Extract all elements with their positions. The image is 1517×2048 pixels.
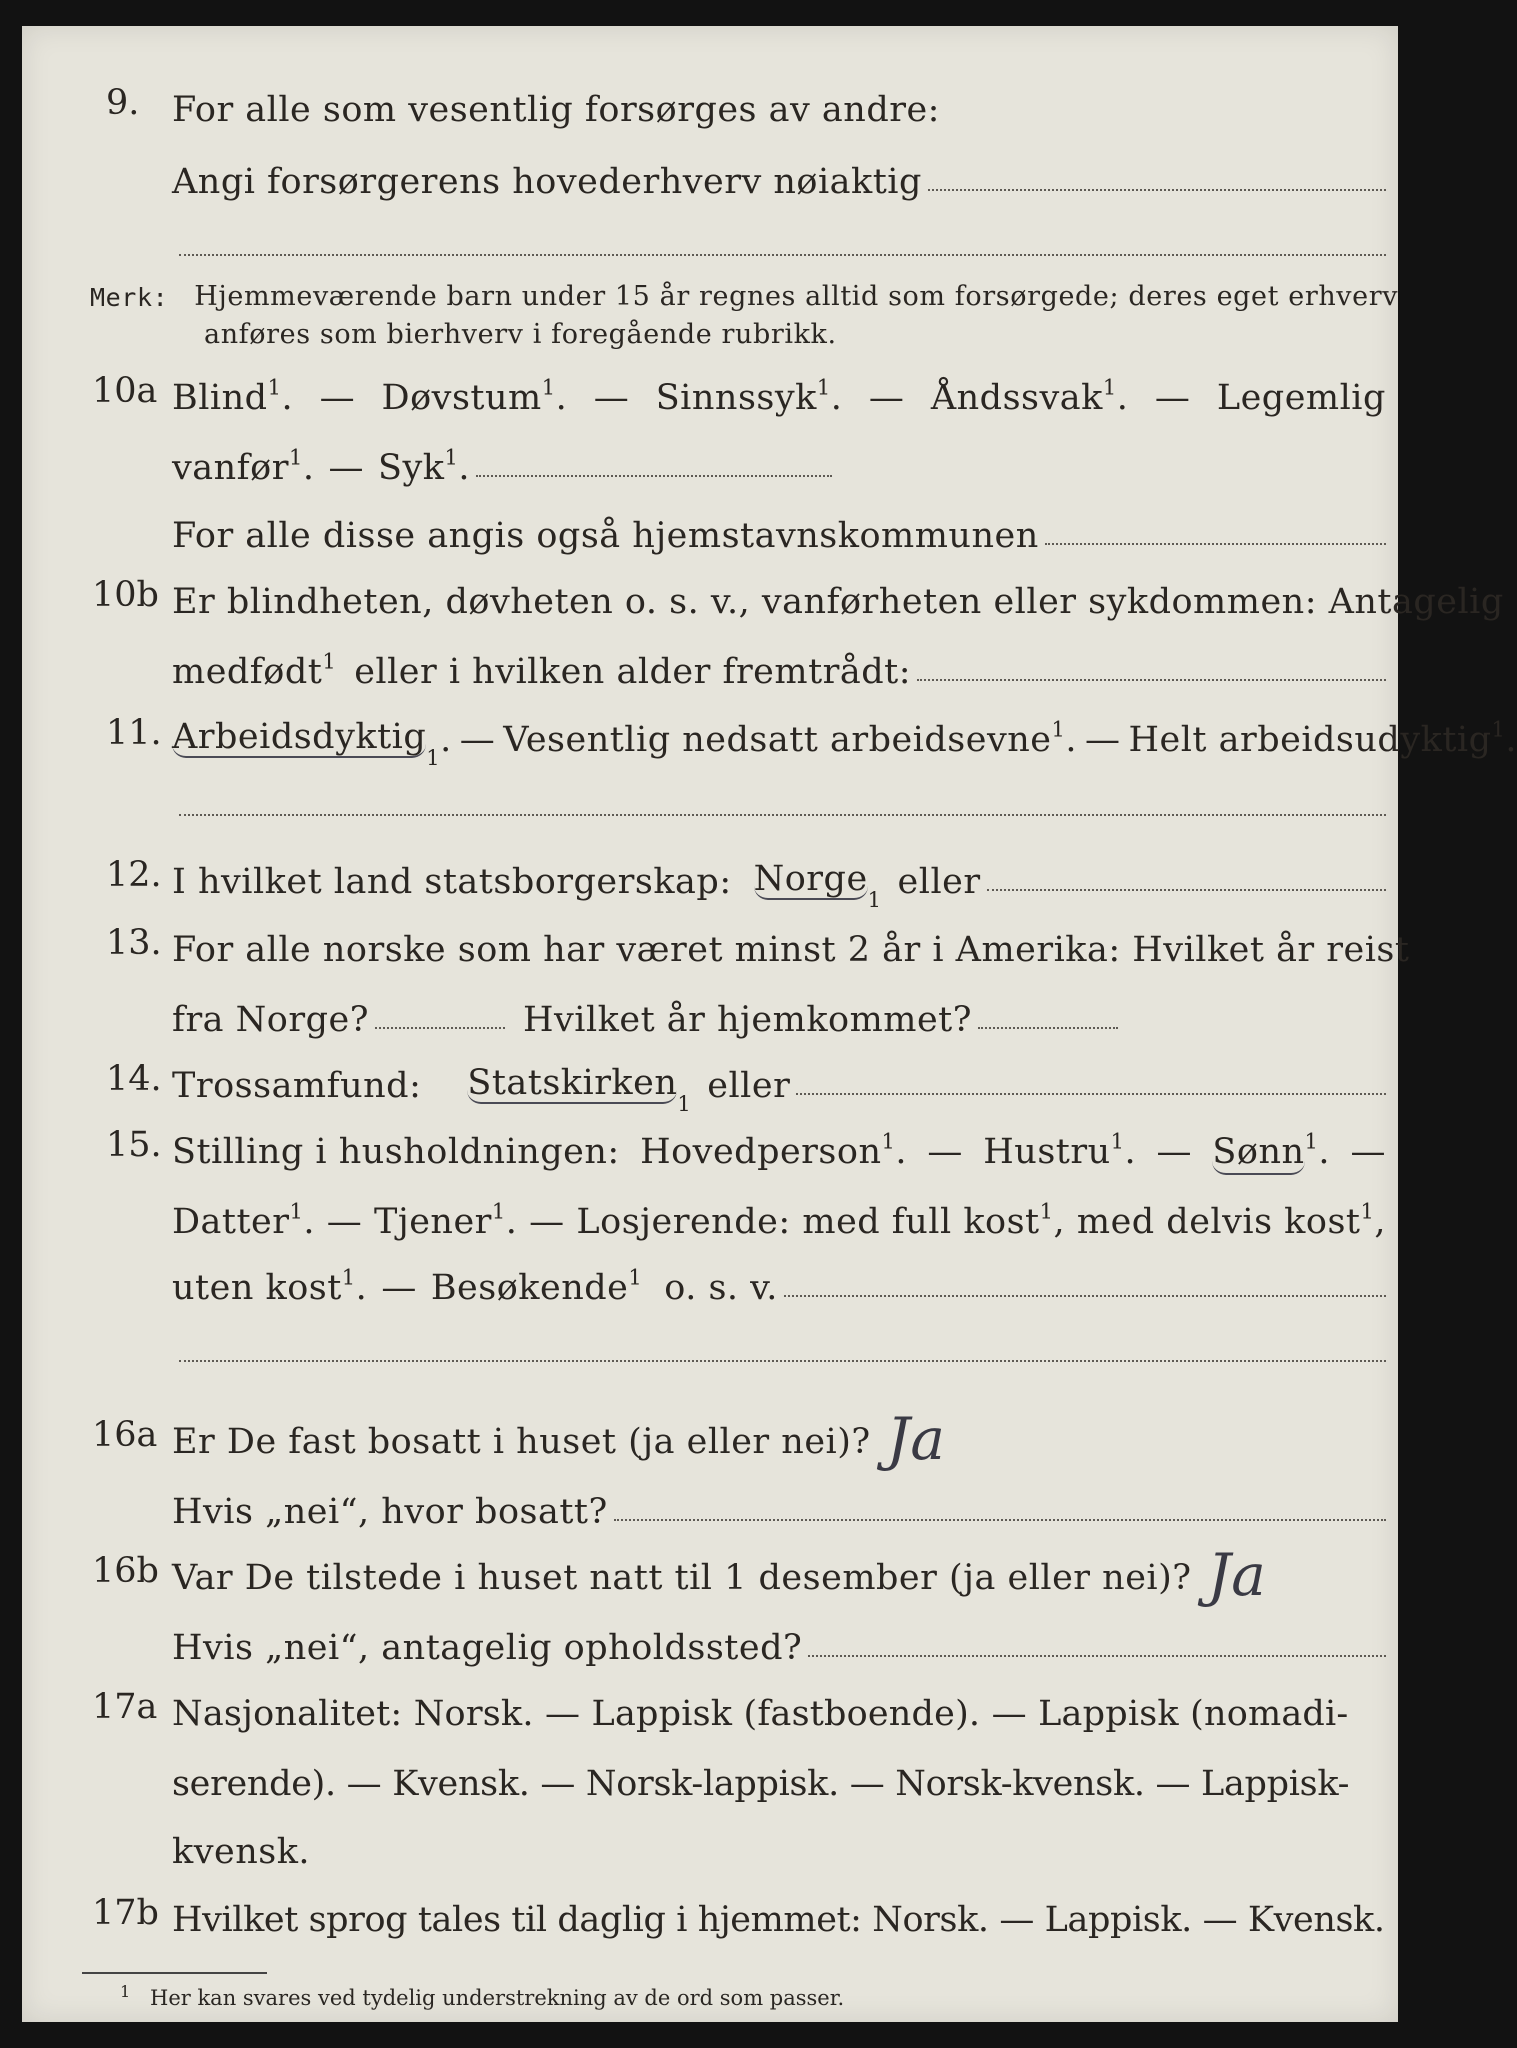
q14-number: 14.: [106, 1059, 162, 1099]
q10a-blind: Blind$^1$.: [172, 375, 294, 418]
dash: —: [1156, 1132, 1193, 1172]
q16a-line1: [172, 1404, 1172, 1473]
q10a-line3: [172, 504, 1386, 554]
dash: —: [529, 1202, 565, 1242]
q16a-answer-line[interactable]: [614, 1519, 1386, 1521]
q17a-line1: [172, 1682, 1386, 1732]
q17b-number: 17b: [92, 1893, 159, 1933]
q15-number: 15.: [106, 1125, 162, 1165]
q16b-text1: Var De tilstede i huset natt til 1 desember (ja eller nei)?: [172, 1558, 1192, 1598]
q16b-answer-line[interactable]: [808, 1655, 1386, 1657]
q10b-answer-line[interactable]: [917, 679, 1386, 681]
q16a-handwritten-answer[interactable]: Ja: [886, 1405, 946, 1473]
q14-eller: eller: [707, 1066, 791, 1106]
q15-hovedperson: Hovedperson$^1$.: [640, 1129, 908, 1172]
q15-osv: o. s. v.: [664, 1268, 778, 1308]
merk-line1: [90, 270, 1399, 312]
footnote-rule: [82, 1972, 267, 1974]
q14-answer-line[interactable]: [796, 1093, 1386, 1095]
q13-line2: [172, 988, 1072, 1038]
q17a-text1: Nasjonalitet: Norsk. — Lappisk (fastboende). — Lappisk (nomadi-: [172, 1694, 1349, 1734]
q10a-legemlig: Legemlig: [1216, 378, 1386, 418]
dash: —: [381, 1268, 417, 1308]
footnote-text: Her kan svares ved tydelig understrekning av de ord som passer.: [150, 1986, 845, 2010]
q10a-hjemstavn-answer-line[interactable]: [1045, 543, 1386, 545]
q15-line1: [172, 1120, 1386, 1170]
merk-text2: anføres som bierhverv i foregående rubrikk.: [204, 319, 837, 350]
dash: —: [1154, 378, 1191, 418]
q13-text2a: fra Norge?: [172, 1000, 369, 1040]
q11-line1: Arbeidsdyktig 1 . — Vesentlig nedsatt arbeidsevne$^1$. — Helt arbeidsudyktig$^1$.: [172, 717, 1517, 770]
q9-text2: Angi forsørgerens hovederhverv nøiaktig: [172, 162, 922, 202]
q12-line1: I hvilket land statsborgerskap: Norge 1 eller: [172, 850, 1386, 900]
q10a-vanfor: vanfør$^1$.: [172, 445, 315, 488]
q16b-line2: [172, 1616, 1386, 1666]
q16b-handwritten-answer[interactable]: Ja: [1207, 1541, 1267, 1609]
q11-arbeidsdyktig[interactable]: Arbeidsdyktig: [172, 717, 427, 757]
q10b-number: 10b: [92, 575, 159, 615]
dash: —: [326, 1202, 363, 1242]
q10b-line1: [172, 570, 1504, 622]
merk-label: Merk:: [90, 283, 169, 312]
q9-answer-line[interactable]: [928, 189, 1386, 191]
dash: —: [1350, 1132, 1386, 1172]
q15-besokende: Besøkende$^1$: [430, 1265, 643, 1308]
q16b-text2: Hvis „nei“, antagelig opholdssted?: [172, 1628, 803, 1668]
q16a-text1: Er De fast bosatt i huset (ja eller nei)?: [172, 1422, 871, 1462]
q16b-line1: [172, 1538, 1386, 1609]
q16a-number: 16a: [92, 1415, 158, 1455]
q15-answer-line-2[interactable]: [179, 1360, 1386, 1362]
q10a-andssvak: Åndssvak$^1$.: [930, 375, 1129, 418]
q10b-line2: [172, 640, 1386, 690]
q13-text2b: Hvilket år hjemkommet?: [523, 1000, 973, 1040]
dash: —: [927, 1132, 963, 1172]
q11-nedsatt: Vesentlig nedsatt arbeidsevne$^1$.: [503, 717, 1077, 760]
q11-number: 11.: [106, 713, 162, 753]
q14-text: Trossamfund:: [172, 1066, 422, 1106]
q14-line1: Trossamfund: Statskirken 1 eller: [172, 1054, 1386, 1104]
q13-text1: For alle norske som har været minst 2 år i Amerika: Hvilket år reist: [172, 930, 1410, 970]
q12-text: I hvilket land statsborgerskap:: [172, 862, 732, 902]
q12-answer-line[interactable]: [987, 889, 1386, 891]
q10b-text1: Er blindheten, døvheten o. s. v., vanførheten eller sykdommen: Antagelig: [172, 582, 1504, 622]
q17a-line2: [172, 1752, 1386, 1802]
q17b-text1: Hvilket sprog tales til daglig i hjemmet: Norsk. — Lappisk. — Kvensk.: [172, 1900, 1385, 1940]
q15-line2: [172, 1190, 1386, 1240]
q13-hjemkommet-answer-line[interactable]: [978, 1027, 1118, 1029]
footnote-number: 1: [120, 1982, 131, 2001]
q11-answer-line[interactable]: [179, 814, 1386, 816]
q17a-text3: kvensk.: [172, 1832, 311, 1872]
q9-line2: [172, 150, 1386, 200]
q10b-medfodt: medfødt$^1$: [172, 649, 337, 692]
dash: —: [593, 378, 630, 418]
q15-full-kost: med full kost$^1$,: [802, 1199, 1066, 1242]
q16a-line2: [172, 1480, 1386, 1530]
q15-answer-line[interactable]: [784, 1295, 1386, 1297]
q10b-text2b: eller i hvilken alder fremtrådt:: [354, 652, 912, 692]
q10a-sinnssyk: Sinnssyk$^1$.: [655, 375, 843, 418]
q13-line1: [172, 918, 1410, 970]
merk-line2: [204, 308, 1004, 348]
q14-statskirken[interactable]: Statskirken: [467, 1063, 678, 1103]
dash: —: [868, 378, 905, 418]
q16b-number: 16b: [92, 1551, 159, 1591]
q10a-text3: For alle disse angis også hjemstavnskommunen: [172, 516, 1039, 556]
q10a-dovstum: Døvstum$^1$.: [381, 375, 568, 418]
q17a-line3: [172, 1820, 572, 1870]
q13-number: 13.: [106, 923, 162, 963]
q11-udyktig: Helt arbeidsudyktig$^1$.: [1128, 717, 1517, 760]
census-form-page: [22, 26, 1517, 2022]
q9-text1: For alle som vesentlig forsørges av andre:: [172, 90, 940, 130]
dash: —: [319, 378, 356, 418]
dash: —: [459, 720, 496, 760]
q10a-line1: [172, 366, 1386, 416]
dash: —: [328, 448, 364, 488]
q13-reist-answer-line[interactable]: [375, 1027, 505, 1029]
q9-answer-line-2[interactable]: [179, 254, 1386, 256]
q17b-line1: [172, 1888, 1386, 1938]
q12-norge[interactable]: Norge: [753, 859, 868, 899]
q17a-text2: serende). — Kvensk. — Norsk-lappisk. — Norsk-kvensk. — Lappisk-: [172, 1764, 1350, 1804]
q10a-syk-answer-line[interactable]: [476, 475, 832, 477]
dash: —: [1085, 720, 1121, 760]
q15-delvis-kost: med delvis kost$^1$,: [1076, 1199, 1386, 1242]
q15-datter: Datter$^1$.: [172, 1199, 316, 1242]
q10a-line2: [172, 436, 832, 486]
footnote: [120, 1982, 845, 2010]
q15-text: Stilling i husholdningen:: [172, 1132, 620, 1172]
q15-sonn[interactable]: Sønn$^1$.: [1212, 1135, 1330, 1170]
q16a-text2: Hvis „nei“, hvor bosatt?: [172, 1492, 608, 1532]
q10a-number: 10a: [92, 371, 158, 411]
q15-hustru: Hustru$^1$.: [983, 1129, 1137, 1172]
q15-losjerende: Losjerende:: [576, 1202, 791, 1242]
q12-eller: eller: [897, 862, 981, 902]
q15-tjener: Tjener$^1$.: [374, 1199, 518, 1242]
q9-number: 9.: [106, 83, 140, 123]
q15-line3: [172, 1256, 1386, 1306]
merk-text1: Hjemmeværende barn under 15 år regnes alltid som forsørgede; deres eget erhverv: [194, 281, 1399, 312]
q10a-syk: Syk$^1$.: [377, 445, 470, 488]
q9-line1: [172, 78, 940, 130]
q17a-number: 17a: [92, 1687, 158, 1727]
q15-uten-kost: uten kost$^1$.: [172, 1265, 368, 1308]
q12-number: 12.: [106, 855, 162, 895]
